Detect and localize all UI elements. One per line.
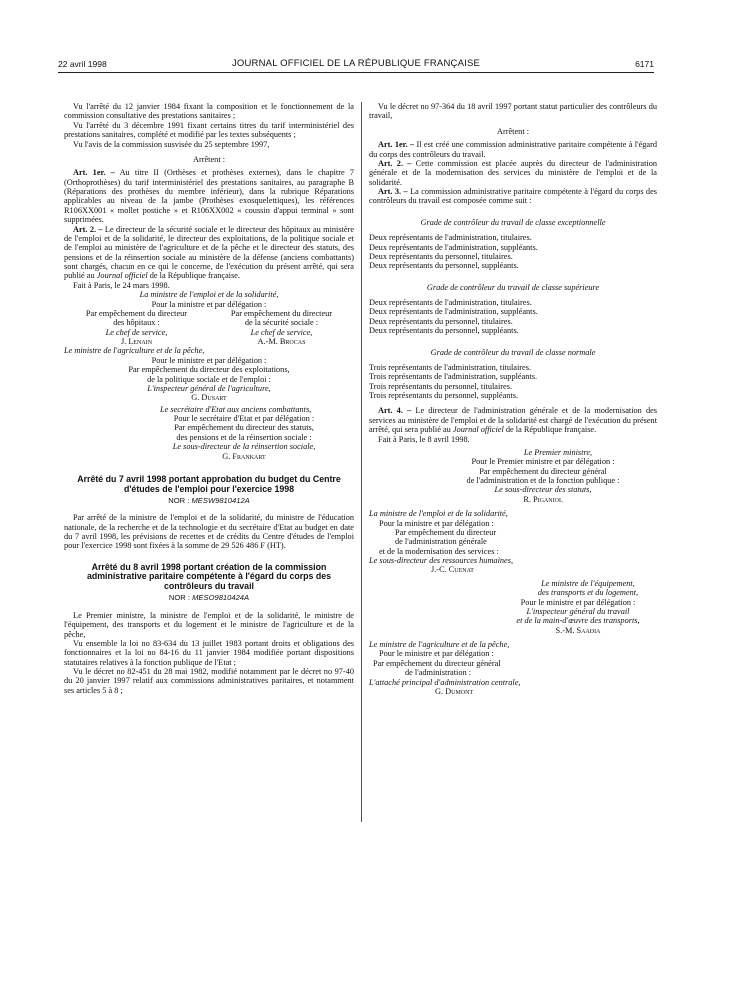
signature-line: des hôpitaux : [113,318,160,328]
article-3 [369,187,657,206]
list-item: Deux représentants de l'administration, suppléants. [369,242,538,252]
signature-name: J.-C. Cuenat [431,565,474,575]
visa: Vu l'avis de la commission susvisée du 25 septembre 1997, [73,139,270,149]
list-item: Trois représentants de l'administration, suppléants. [369,372,538,382]
article-text: Il est créé une commission administrative paritaire compétente à l'égard du corps des contrôleurs du travail. [369,140,657,159]
signature-line: Par empêchement du directeur général [373,658,501,668]
article-text: Au titre II (Orthèses et prothèses externes), dans le chapitre 7 (Orthoprothèses) du tarif interministériel des prestations sanitaires, au paragraphe B (Réparations des prothèses du membre inférieur), dans la rubrique Réparations applicables au niveau de la jambe (Prothèses exosquelettiques), les références R106XX001 « mollet postiche » et R106XX002 « coussin d'appui terminal » sont supprimées. [64,168,354,225]
article-1 [369,140,657,159]
signature-name: A.-M. Brocas [257,337,306,346]
journal-officiel-ref: Journal officiel [452,425,504,435]
article-2 [64,225,354,281]
signature-line: Par empêchement du directeur [230,308,333,318]
visa: Vu le décret no 97-364 du 18 avril 1997 portant statut particulier des contrôleurs du travail, [369,102,657,121]
signatory-title: Le secrétaire d'Etat aux anciens combattants, [160,404,312,414]
article-2 [369,159,657,187]
signatory-title: Le Premier ministre, [523,447,593,457]
grade-heading: Grade de contrôleur du travail de classe supérieure [426,282,600,292]
list-item: Trois représentants du personnel, suppléants. [369,391,519,400]
grade-heading: Grade de contrôleur du travail de classe normale [430,347,596,357]
signature-line: de la politique sociale et de l'emploi : [147,374,271,384]
article-1 [64,168,354,224]
signatory-title: Le ministre de l'agriculture et de la pêche, [369,640,510,649]
signature-line: et de la modernisation des services : [379,546,499,556]
arretent: Arrêtent : [496,126,530,136]
article-label: Art. 1er. – [378,140,415,150]
nor-reference [64,594,354,603]
fait-a-paris: Fait à Paris, le 24 mars 1998. [73,280,170,290]
arrete-title: Arrêté du 8 avril 1998 portant création de la commission administrative paritaire compétente à l'égard du corps des contrôleurs du travail [86,561,332,592]
delegation: Pour le ministre et par délégation : [151,355,267,365]
article-label: Art. 2. – [73,224,103,234]
page-header [58,58,654,73]
visa: Vu ensemble la loi no 83-634 du 13 juillet 1983 portant droits et obligations des fonctionnaires et la loi no 84-16 du 11 janvier 1984 modifiée portant dispositions statutaires relatives à la fonction publique de l'Etat ; [64,638,354,667]
signature-name: G. Frankart [222,451,266,461]
signature-line: des pensions et de la réinsertion sociale : [176,432,312,442]
list-item: Deux représentants de l'administration, titulaires. [369,298,532,307]
journal-officiel-ref: Journal officiel [96,271,148,281]
signature-line: Par empêchement du directeur [85,308,188,318]
signature-name: S.-M. Saadia [555,625,601,635]
signature-title: Le sous-directeur des ressources humaines, [369,556,514,565]
left-column [64,102,354,695]
signature-line: de l'administration et de la fonction publique : [466,476,620,485]
grade-heading: Grade de contrôleur du travail de classe exceptionnelle [420,217,606,227]
signatory-title: Le ministre de l'agriculture et de la pêche, [64,346,205,356]
article-label: Art. 2. – [378,158,412,168]
article-label: Art. 1er. – [73,168,115,178]
article-text: Cette commission est placée auprès du directeur de l'administration générale et de la modernisation des services du ministère de l'emploi et de la solidarité. [369,158,658,187]
signature-block [64,309,209,347]
article-label: Art. 3. – [378,187,408,196]
column-divider [361,102,362,822]
arrete-title: Arrêté du 7 avril 1998 portant approbation du budget du Centre d'études de l'emploi pour l'exercice 1998 [77,473,341,494]
signature-title: L'attaché principal d'administration centrale, [369,677,521,687]
signature-title: L'inspecteur général de l'agriculture, [147,383,271,393]
visa: Vu le décret no 82-451 du 28 mai 1982, modifié notamment par le décret no 97-40 du 20 janvier 1997 relatif aux commissions administratives paritaires, et notamment ses articles 5 à 8 ; [64,667,354,695]
list-item: Trois représentants de l'administration, titulaires. [369,362,532,372]
signature-line: de la sécurité sociale : [244,318,319,328]
delegation: Pour le ministre et par délégation : [379,649,494,659]
delegation: Pour le ministre et par délégation : [520,597,636,607]
signature-title: Le sous-directeur de la réinsertion sociale, [172,442,316,452]
delegation: Pour le secrétaire d'Etat et par délégation : [173,414,315,423]
header-journal-title: JOURNAL OFFICIEL DE LA RÉPUBLIQUE FRANÇAISE [231,58,481,69]
signature-title: L'inspecteur général du travail [526,606,630,616]
article-text: Le directeur de la sécurité sociale et le directeur des hôpitaux au ministère de l'emploi et de la solidarité, le directeur des exploitations, de la politique sociale et de l'emploi au ministère de l'agriculture et de la pêche et le directeur des statuts, des pensions et de la réinsertion sociale au ministère de la défense (anciens combattants) sont chargés, chacun en ce qui le concerne, de l'exécution du présent arrêté, qui sera publié au [64,224,355,281]
list-item: Deux représentants du personnel, titulaires. [369,251,513,261]
signature-line: de l'administration générale [395,537,487,547]
list-item: Deux représentants de l'administration, titulaires. [369,233,532,243]
signatory-title: La ministre de l'emploi et de la solidarité, [369,509,508,519]
article-4 [369,406,657,434]
article-text-end: de la République française. [149,271,241,281]
arrete-text: Par arrêté de la ministre de l'emploi et de la solidarité, du ministre de l'éducation nationale, de la recherche et de la technologie et du secrétaire d'Etat au budget en date du 7 avril 1998, les prévisions de recettes et de crédits du Centre d'études de l'emploi pour l'exercice 1998 sont fixées à la somme de 29 526 486 F (HT). [64,513,354,551]
delegation: Pour la ministre et par délégation : [379,518,494,528]
list-item: Trois représentants du personnel, titulaires. [369,381,513,391]
list-item: Deux représentants du personnel, titulaires. [369,316,513,326]
arrete-text: Le Premier ministre, la ministre de l'emploi et de la solidarité, le ministre de l'équipement, des transports et du logement et le ministre de l'agriculture et de la pêche, [64,610,354,639]
arretent: Arrêtent : [192,154,226,164]
article-text: Le directeur de l'administration générale et de la modernisation des services au ministère de l'emploi et de la solidarité est chargé de l'exécution du présent arrêté, qui sera publié au [369,406,658,435]
signature-name: G. Dusart [191,393,227,403]
list-item: Deux représentants du personnel, suppléants. [369,261,519,271]
signature-name: G. Dumont [435,686,474,696]
header-date: 22 avril 1998 [58,59,107,69]
signatory-title: des transports et du logement, [537,588,639,598]
signature-line: Par empêchement du directeur des statuts, [174,423,314,433]
visa: Vu l'arrêté du 12 janvier 1984 fixant la composition et le fonctionnement de la commission consultative des prestations sanitaires ; [64,102,354,121]
signature-line: Par empêchement du directeur des exploitations, [128,365,290,375]
article-text-end: de la République française. [505,425,597,435]
article-text: La commission administrative paritaire compétente à l'égard du corps des contrôleurs du travail est composée comme suit : [369,187,657,206]
signature-name: J. Lenain [120,337,153,346]
signature-name: R. Piganiol [523,494,563,504]
header-page-number: 6171 [635,59,654,69]
list-item: Deux représentants de l'administration, suppléants. [369,307,538,317]
signatory-title: Le ministre de l'équipement, [541,578,635,588]
nor-label: NOR : [168,495,190,505]
visa: Vu l'arrêté du 3 décembre 1991 fixant certains titres du tarif interministériel des prestations sanitaires, complété et modifié par les textes subséquents ; [64,120,354,140]
article-label: Art. 4. – [378,406,412,416]
signature-title: et de la main-d'œuvre des transports, [516,616,640,626]
delegation: Pour la ministre et par délégation : [151,299,267,309]
signature-pair [64,309,354,347]
nor-code: MESW9810412A [191,495,250,505]
right-column [369,102,657,696]
signatory-title: La ministre de l'emploi et de la solidarité, [139,290,279,300]
nor-label: NOR : [168,593,190,603]
signature-line: Par empêchement du directeur général [479,466,607,476]
nor-reference [64,497,354,506]
delegation: Pour le Premier ministre et par délégation : [471,457,615,467]
signature-line: Par empêchement du directeur [395,527,497,537]
signature-title: Le chef de service, [105,327,168,337]
signature-title: Le sous-directeur des statuts, [494,485,592,495]
signature-title: Le chef de service, [250,327,313,337]
fait-a-paris: Fait à Paris, le 8 avril 1998. [378,434,470,444]
nor-code: MESO9810424A [192,593,250,603]
signature-line: de l'administration : [405,668,472,678]
list-item: Deux représentants du personnel, suppléants. [369,326,519,336]
signature-block [209,309,354,347]
